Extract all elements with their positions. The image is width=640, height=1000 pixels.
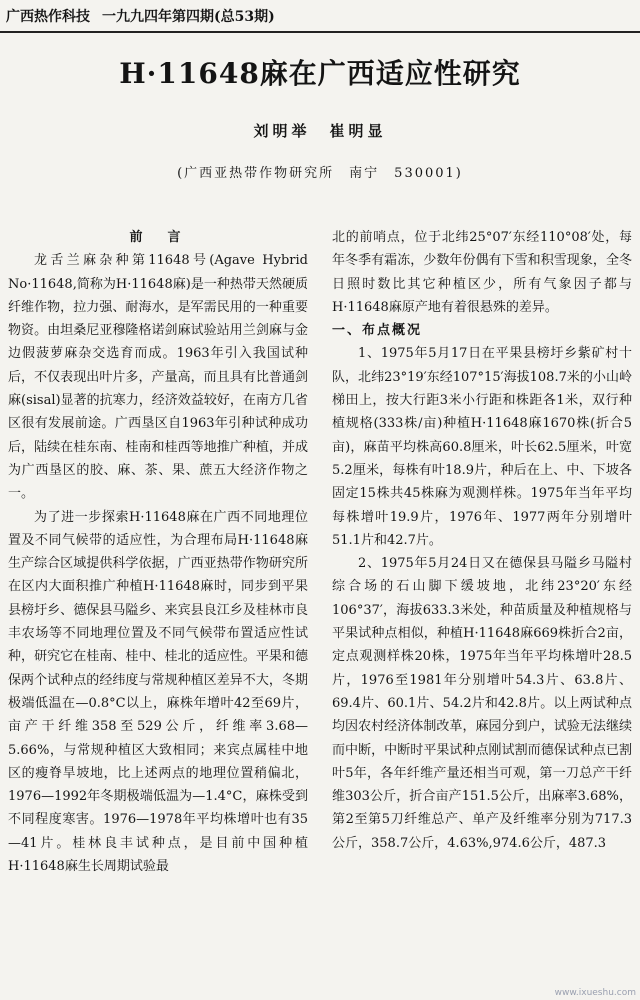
paragraph: 北的前哨点，位于北纬25°07′东经110°08′处，每年冬季有霜冻，少数年份偶有下雪和积雪现象，全冬日照时数比其它种植区少，所有气象因子都与H·11648麻原产地有着很悬殊的差异。 [332,230,632,315]
authors: 刘明举 崔明显 [253,122,387,140]
journal-name: 广西热作科技 [6,9,90,25]
affiliation: (广西亚热带作物研究所 南宁 530001) [177,166,463,181]
right-column [332,226,632,855]
paragraph: 2、1975年5月24日又在德保县马隘乡马隘村综合场的石山脚下缓坡地，北纬23°20′东经106°37′，海拔633.3米处，种苗质量及种植规格与平果试种点相似，种植H·11648麻669株折合2亩，定点观测样株20株，1975年当年平均株增叶28.5片，1976至1981年分别增叶54.3片、63.8片、69.4片、60.1片、54.2片和42.8片。以上两试种点均因农村经济体制改革，麻园分到户，试验无法继续而中断，中断时平果试种点刚试割而德保试种点已割叶5年，各年纤维产量还相当可观，第一刀总产干纤维303公斤，折合亩产151.5公斤，出麻率3.68%，第2至第5刀纤维总产、单产及纤维率分别为717.3公斤，358.7公斤，4.63%,974.6公斤，487.3 [332,556,632,851]
issue-info: 一九九四年第四期(总53期) [102,9,275,25]
header-divider [0,31,640,33]
section-heading: 一、布点概况 [332,323,423,339]
watermark: www.ixueshu.com [554,988,636,998]
left-column [8,226,308,878]
preface-heading: 前 言 [129,230,187,245]
paragraph: 1、1975年5月17日在平果县榜圩乡紫矿村十队，北纬23°19′东经107°15′海拔108.7米的小山岭梯田上，按大行距3米小行距和株距各1米，双行种植规格(333株/亩)种植H·11648麻1670株(折合5亩)，麻苗平均株高60.8厘米，叶长62.5厘米，叶宽5.2厘米，每株有叶18.9片，种后在上、中、下坡各固定15株共45株麻为观测样株。1975年当年平均每株增叶19.9片，1976年、1977两年分别增叶51.1片和42.7片。 [332,346,632,548]
article-title: H·11648麻在广西适应性研究 [119,57,521,90]
running-header [6,4,636,30]
paragraph: 为了进一步探索H·11648麻在广西不同地理位置及不同气候带的适应性，为合理布局H·11648麻生产综合区域提供科学依据，广西亚热带作物研究所在区内大面积推广种植H·11648麻时，同步到平果县榜圩乡、德保县马隘乡、来宾县良江乡及桂林市良丰农场等不同地理位置及不同气候带布置适应性试种，研究它在桂南、桂中、桂北的适应性。平果和德保两个试种点的经纬度与常规种植区差异不大，冬期极端低温在—0.8°C以上，麻株年增叶42至69片，亩产干纤维358至529公斤，纤维率3.68—5.66%，与常规种植区大致相同；来宾点属桂中地区的瘦脊旱坡地，比上述两点的地理位置稍偏北，1976—1992年冬期极端低温为—1.4°C，麻株受到不同程度寒害。1976—1978年平均株增叶也有35—41片。桂林良丰试种点，是目前中国种植H·11648麻生长周期试验最 [8,509,308,875]
paragraph: 龙舌兰麻杂种第11648号(Agave Hybrid No·11648,简称为H·11648麻)是一种热带天然硬质纤维作物，拉力强、耐海水，是军需民用的一种重要物资。由坦桑尼亚穆隆格诺剑麻试验站用兰剑麻与金边假菠萝麻杂交选育而成。1963年引入我国试种后，不仅表现出叶片多，产量高，而且具有比普通剑麻(sisal)显著的抗寒力，经济效益较好，在南方几省区很有发展前途。广西垦区自1963年引种试种成功后，陆续在桂东南、桂南和桂西等地推广种植，并成为广西垦区的胶、麻、茶、果、蔗五大经济作物之一。 [8,253,308,502]
